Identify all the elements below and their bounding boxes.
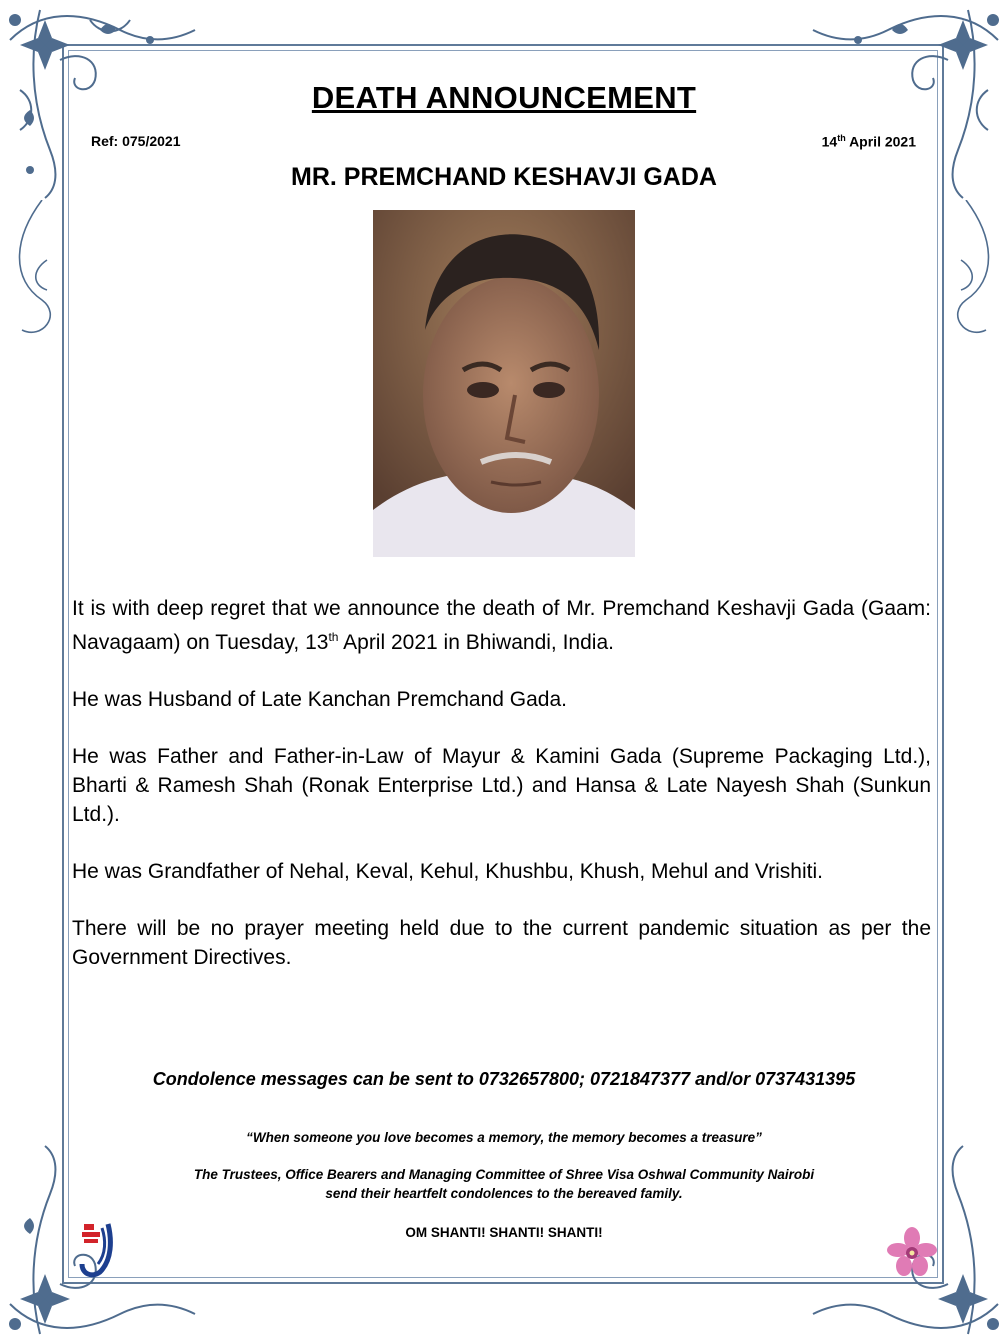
death-text-end: April 2021 in Bhiwandi, India. [338, 631, 614, 654]
date-day: 14 [821, 133, 838, 150]
trustees-message [0, 1165, 1008, 1203]
announcement-body [72, 594, 931, 1000]
date-suffix: th [837, 133, 846, 143]
trustees-line-1: The Trustees, Office Bearers and Managing Committee of Shree Visa Oshwal Community Nairobi [193, 1167, 815, 1182]
side-ornament-left [2, 200, 62, 400]
om-shanti-text: OM SHANTI! SHANTI! SHANTI! [405, 1225, 603, 1240]
deceased-name: MR. PREMCHAND KESHAVJI GADA [291, 163, 717, 191]
reference-number: Ref: 075/2021 [91, 133, 181, 149]
community-logo-icon [78, 1220, 116, 1278]
announcement-paragraph-death [72, 594, 931, 657]
memorial-quote: “When someone you love becomes a memory, the memory becomes a treasure” [246, 1130, 762, 1145]
announcement-paragraph-father: He was Father and Father-in-Law of Mayur & Kamini Gada (Supreme Packaging Ltd.), Bharti & Ramesh Shah (Ronak Enterprise Ltd.) and Hansa & Late Nayesh Shah (Sunkun Ltd.). [72, 745, 931, 826]
trustees-line-2: send their heartfelt condolences to the bereaved family. [325, 1186, 683, 1201]
death-date-suffix: th [328, 630, 339, 644]
side-ornament-right [946, 200, 1006, 400]
condolence-contacts: Condolence messages can be sent to 0732657800; 0721847377 and/or 0737431395 [152, 1069, 856, 1089]
portrait-illustration [373, 210, 635, 557]
document-title: DEATH ANNOUNCEMENT [311, 80, 697, 115]
announcement-date [822, 133, 916, 150]
date-month-year: April 2021 [845, 133, 916, 150]
announcement-paragraph-grandfather: He was Grandfather of Nehal, Keval, Kehul, Khushbu, Khush, Mehul and Vrishiti. [72, 860, 823, 883]
death-text-start: It is with deep regret that we announce the death of Mr. Premchand Keshavji Gada (Gaam: Navagaam) on Tuesday, 13 [72, 597, 931, 654]
announcement-paragraph-prayer: There will be no prayer meeting held due to the current pandemic situation as per the Government Directives. [72, 917, 931, 969]
portrait-photo [373, 210, 635, 557]
orchid-flower-icon [886, 1226, 938, 1278]
announcement-paragraph-husband: He was Husband of Late Kanchan Premchand Gada. [72, 688, 567, 711]
